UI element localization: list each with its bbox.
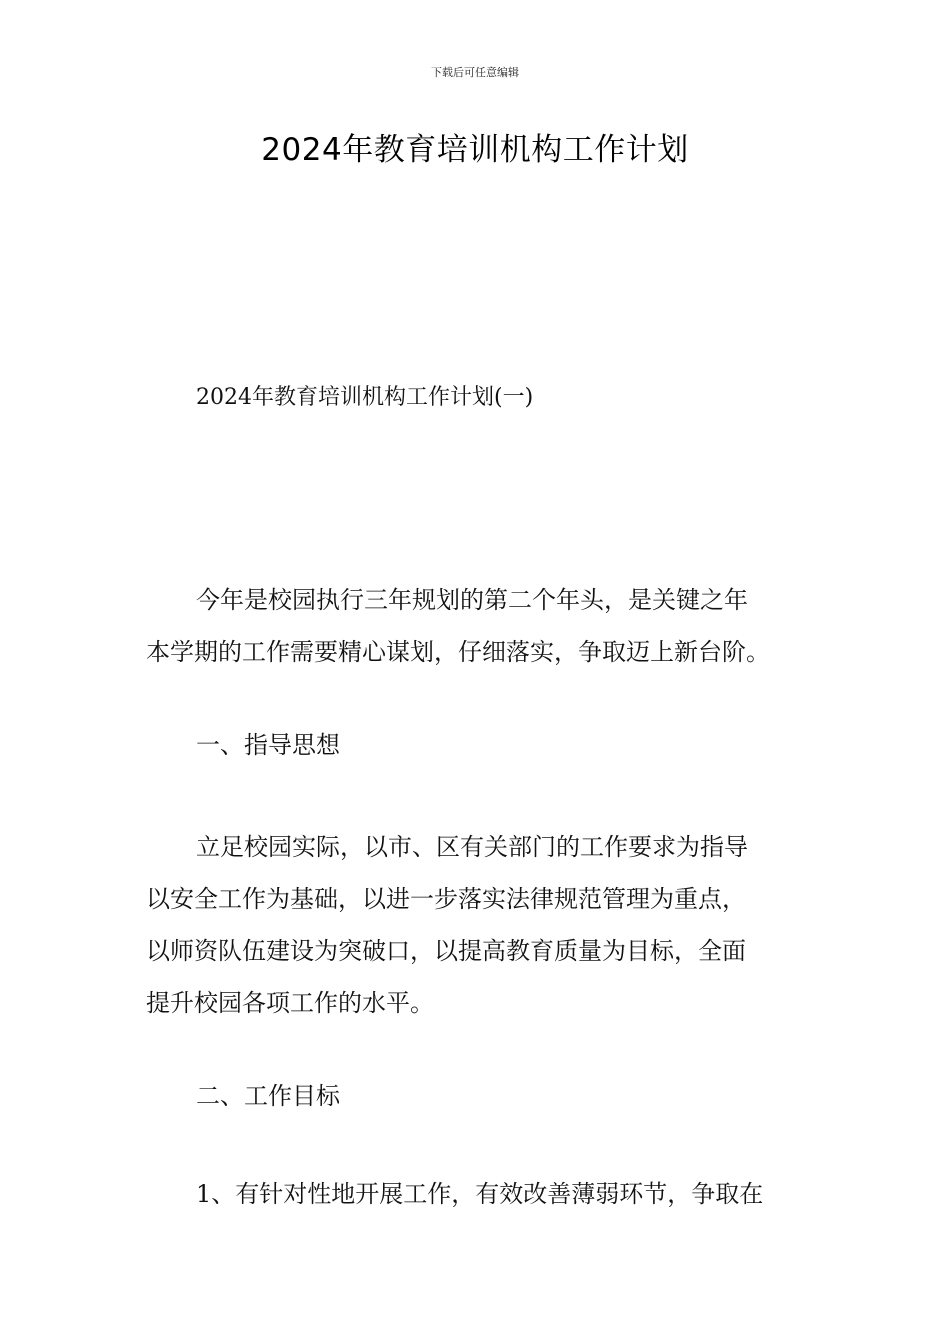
document-title: 2024年教育培训机构工作计划 — [261, 132, 689, 168]
paragraph-line: 今年是校园执行三年规划的第二个年头，是关键之年 — [196, 586, 748, 614]
goal-paragraph — [146, 1168, 808, 1220]
paragraph-line: 提升校园各项工作的水平。 — [146, 989, 434, 1017]
paragraph-line: 以师资队伍建设为突破口，以提高教育质量为目标，全面 — [146, 937, 746, 965]
header-note: 下载后可任意编辑 — [431, 66, 519, 79]
guiding-paragraph — [146, 821, 808, 1029]
paragraph-line: 本学期的工作需要精心谋划，仔细落实，争取迈上新台阶。 — [146, 638, 770, 666]
section-subtitle: 2024年教育培训机构工作计划(一) — [196, 385, 534, 410]
paragraph-line: 立足校园实际，以市、区有关部门的工作要求为指导 — [196, 833, 748, 861]
heading-work-goals: 二、工作目标 — [196, 1082, 340, 1110]
intro-paragraph — [146, 574, 808, 678]
paragraph-line: 以安全工作为基础，以进一步落实法律规范管理为重点， — [146, 885, 746, 913]
paragraph-line: 1、有针对性地开展工作，有效改善薄弱环节，争取在 — [196, 1180, 764, 1208]
heading-guiding-thought: 一、指导思想 — [196, 731, 340, 759]
